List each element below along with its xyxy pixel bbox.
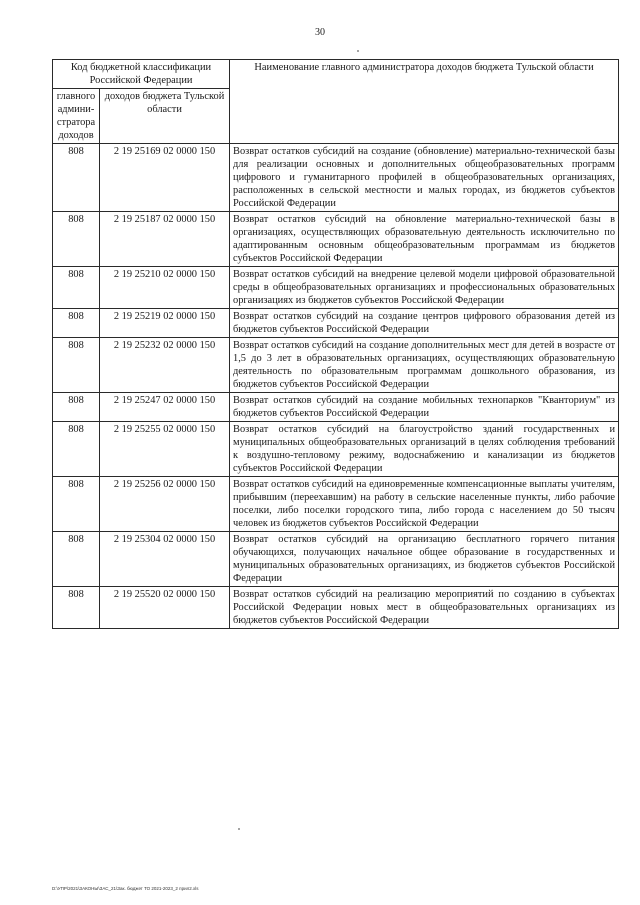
admin-code-cell: 808 (53, 338, 100, 393)
revenue-name-cell: Возврат остатков субсидий на создание центров цифрового образования детей из бюджетов субъектов Российской Федерации (230, 309, 619, 338)
table-row (53, 393, 619, 422)
admin-code-cell: 808 (53, 267, 100, 309)
table-row (53, 338, 619, 393)
revenue-name-cell: Возврат остатков субсидий на создание (обновление) материально-технической базы для реализации основных и дополнительных общеобразовательных программ цифрового и гуманитарного профилей в общеобразовательных организациях, расположенных в сельской местности и малых городах, из бюджетов субъектов Российской Федерации (230, 144, 619, 212)
budget-code-cell: 2 19 25304 02 0000 150 (100, 532, 230, 587)
table-row (53, 587, 619, 629)
table-row (53, 267, 619, 309)
admin-code-cell: 808 (53, 144, 100, 212)
budget-code-cell: 2 19 25256 02 0000 150 (100, 477, 230, 532)
admin-code-cell: 808 (53, 422, 100, 477)
admin-code-cell: 808 (53, 477, 100, 532)
table-row (53, 422, 619, 477)
table-row (53, 144, 619, 212)
revenue-name-cell: Возврат остатков субсидий на организацию бесплатного горячего питания обучающихся, получающих начальное общее образование в государственных и муниципальных образовательных организациях, из бюджетов субъектов Российской Федерации (230, 532, 619, 587)
budget-code-cell: 2 19 25187 02 0000 150 (100, 212, 230, 267)
revenue-name-cell: Возврат остатков субсидий на благоустройство зданий государственных и муниципальных общеобразовательных организаций в целях соблюдения требований к воздушно-тепловому режиму, водоснабжению и канализации из бюджетов субъектов Российской Федерации (230, 422, 619, 477)
revenue-name-cell: Возврат остатков субсидий на обновление материально-технической базы в организациях, осуществляющих образовательную деятельность исключительно по адаптированным основным общеобразовательным программам из бюджетов субъектов Российской Федерации (230, 212, 619, 267)
scan-speck (238, 828, 240, 830)
admin-code-cell: 808 (53, 532, 100, 587)
budget-code-cell: 2 19 25232 02 0000 150 (100, 338, 230, 393)
budget-code-cell: 2 19 25169 02 0000 150 (100, 144, 230, 212)
page-number: 30 (315, 27, 325, 38)
revenue-name-cell: Возврат остатков субсидий на единовременные компенсационные выплаты учителям, прибывшим (переехавшим) на работу в сельские населенные пункты, либо рабочие поселки, либо поселки городского типа, либо города с населением до 50 тысяч человек из бюджетов субъектов Российской Федерации (230, 477, 619, 532)
budget-code-cell: 2 19 25219 02 0000 150 (100, 309, 230, 338)
table-row (53, 309, 619, 338)
scan-speck (357, 50, 359, 52)
file-path-footer: D:\УПР\2021\ЗАКОНЫ\ЗАС_21\Зак. бюджет ТО 2021-2023_2 прил2.xls (52, 886, 199, 891)
budget-code-cell: 2 19 25520 02 0000 150 (100, 587, 230, 629)
budget-code-cell: 2 19 25210 02 0000 150 (100, 267, 230, 309)
header-administrator-name: Наименование главного администратора доходов бюджета Тульской области (230, 60, 619, 144)
revenue-name-cell: Возврат остатков субсидий на внедрение целевой модели цифровой образовательной среды в общеобразовательных организациях и профессиональных образовательных организациях из бюджетов субъектов Российской Федерации (230, 267, 619, 309)
revenue-name-cell: Возврат остатков субсидий на реализацию мероприятий по созданию в субъектах Российской Федерации новых мест в общеобразовательных организациях из бюджетов субъектов Российской Федерации (230, 587, 619, 629)
admin-code-cell: 808 (53, 587, 100, 629)
header-admin-column: главного админи-стратора доходов (53, 89, 100, 144)
table-row (53, 212, 619, 267)
budget-classification-table (52, 59, 619, 629)
header-code-column: доходов бюджета Тульской области (100, 89, 230, 144)
admin-code-cell: 808 (53, 212, 100, 267)
header-classification-code: Код бюджетной классификации Российской Федерации (53, 60, 230, 89)
revenue-name-cell: Возврат остатков субсидий на создание мобильных технопарков "Кванториум" из бюджетов субъектов Российской Федерации (230, 393, 619, 422)
budget-code-cell: 2 19 25247 02 0000 150 (100, 393, 230, 422)
admin-code-cell: 808 (53, 393, 100, 422)
admin-code-cell: 808 (53, 309, 100, 338)
table-body (53, 144, 619, 629)
table-header (53, 60, 619, 144)
budget-code-cell: 2 19 25255 02 0000 150 (100, 422, 230, 477)
revenue-name-cell: Возврат остатков субсидий на создание дополнительных мест для детей в возрасте от 1,5 до 3 лет в образовательных организациях, осуществляющих образовательную деятельность по образовательным программам дошкольного образования, из бюджетов субъектов Российской Федерации (230, 338, 619, 393)
table-row (53, 477, 619, 532)
table-row (53, 532, 619, 587)
